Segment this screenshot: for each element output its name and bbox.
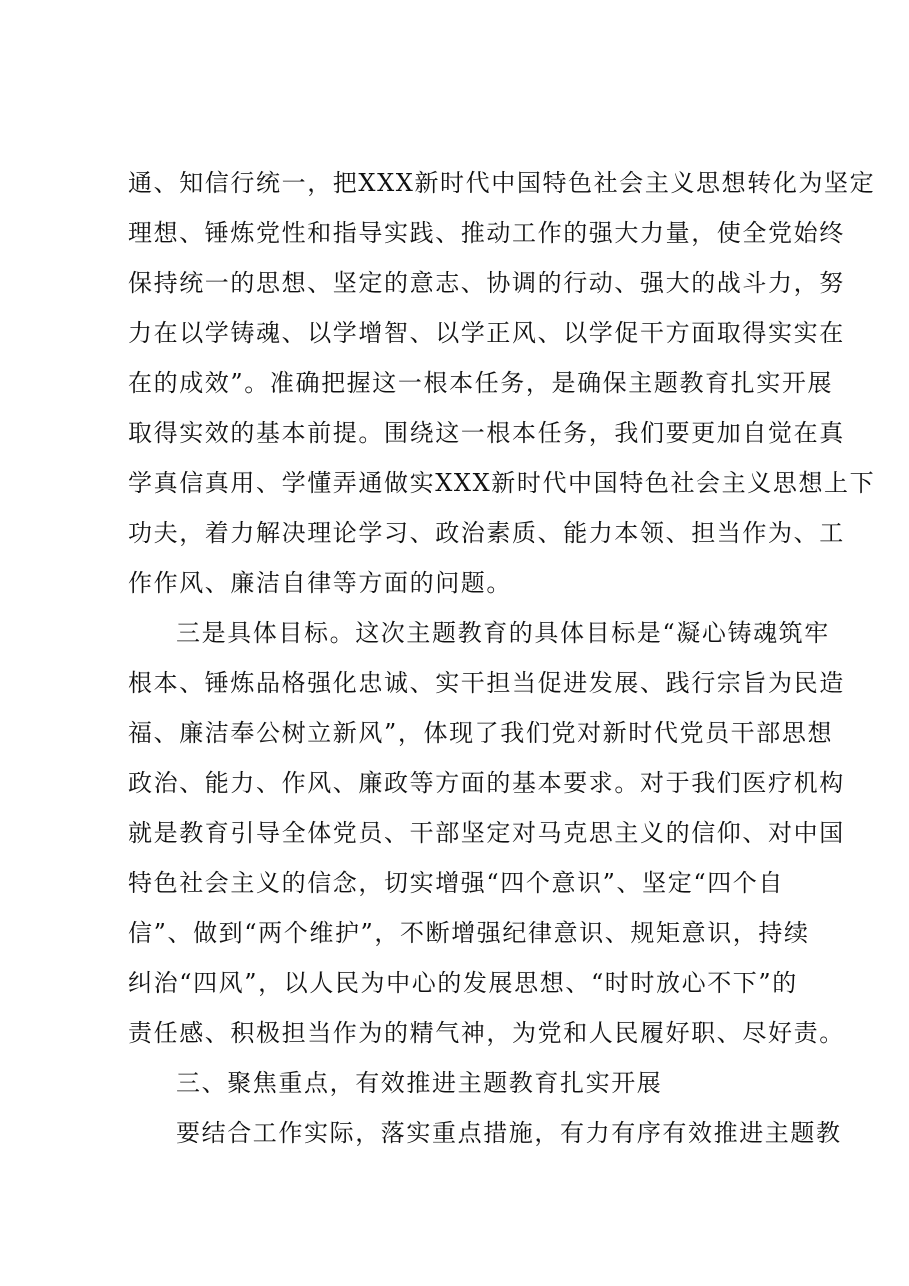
text-line: 功夫，着力解决理论学习、政治素质、能力本领、担当作为、工: [128, 519, 845, 547]
text-line: 责任感、积极担当作为的精气神，为党和人民履好职、尽好责。: [128, 1019, 845, 1047]
text-line: 根本、锤炼品格强化忠诚、实干担当促进发展、践行宗旨为民造: [128, 669, 845, 697]
text-line: 特色社会主义的信念，切实增强“四个意识”、坚定“四个自: [128, 869, 785, 897]
text-line: 政治、能力、作风、廉政等方面的基本要求。对于我们医疗机构: [128, 769, 845, 797]
text-line: 在的成效”。准确把握这一根本任务，是确保主题教育扎实开展: [128, 369, 834, 397]
paragraph-first-line: 要结合工作实际，落实重点措施，有力有序有效推进主题教: [176, 1119, 842, 1147]
text-line: 力在以学铸魂、以学增智、以学正风、以学促干方面取得实实在: [128, 319, 845, 347]
text-line: 学真信真用、学懂弄通做实XXX新时代中国特色社会主义思想上下: [128, 469, 876, 497]
text-line: 保持统一的思想、坚定的意志、协调的行动、强大的战斗力，努: [128, 269, 845, 297]
text-line: 福、廉洁奉公树立新风”，体现了我们党对新时代党员干部思想: [128, 719, 834, 747]
text-line: 纠治“四风”，以人民为中心的发展思想、“时时放心不下”的: [128, 969, 798, 997]
text-line: 作作风、廉洁自律等方面的问题。: [128, 569, 512, 597]
text-line: 理想、锤炼党性和指导实践、推动工作的强大力量，使全党始终: [128, 219, 845, 247]
paragraph-first-line: 三是具体目标。这次主题教育的具体目标是“凝心铸魂筑牢: [176, 619, 830, 647]
section-heading: 三、聚焦重点，有效推进主题教育扎实开展: [176, 1069, 663, 1097]
text-line: 就是教育引导全体党员、干部坚定对马克思主义的信仰、对中国: [128, 819, 845, 847]
text-line: 信”、做到“两个维护”，不断增强纪律意识、规矩意识，持续: [128, 919, 810, 947]
text-line: 取得实效的基本前提。围绕这一根本任务，我们要更加自觉在真: [128, 419, 845, 447]
text-line: 通、知信行统一，把XXX新时代中国特色社会主义思想转化为坚定: [128, 169, 876, 197]
